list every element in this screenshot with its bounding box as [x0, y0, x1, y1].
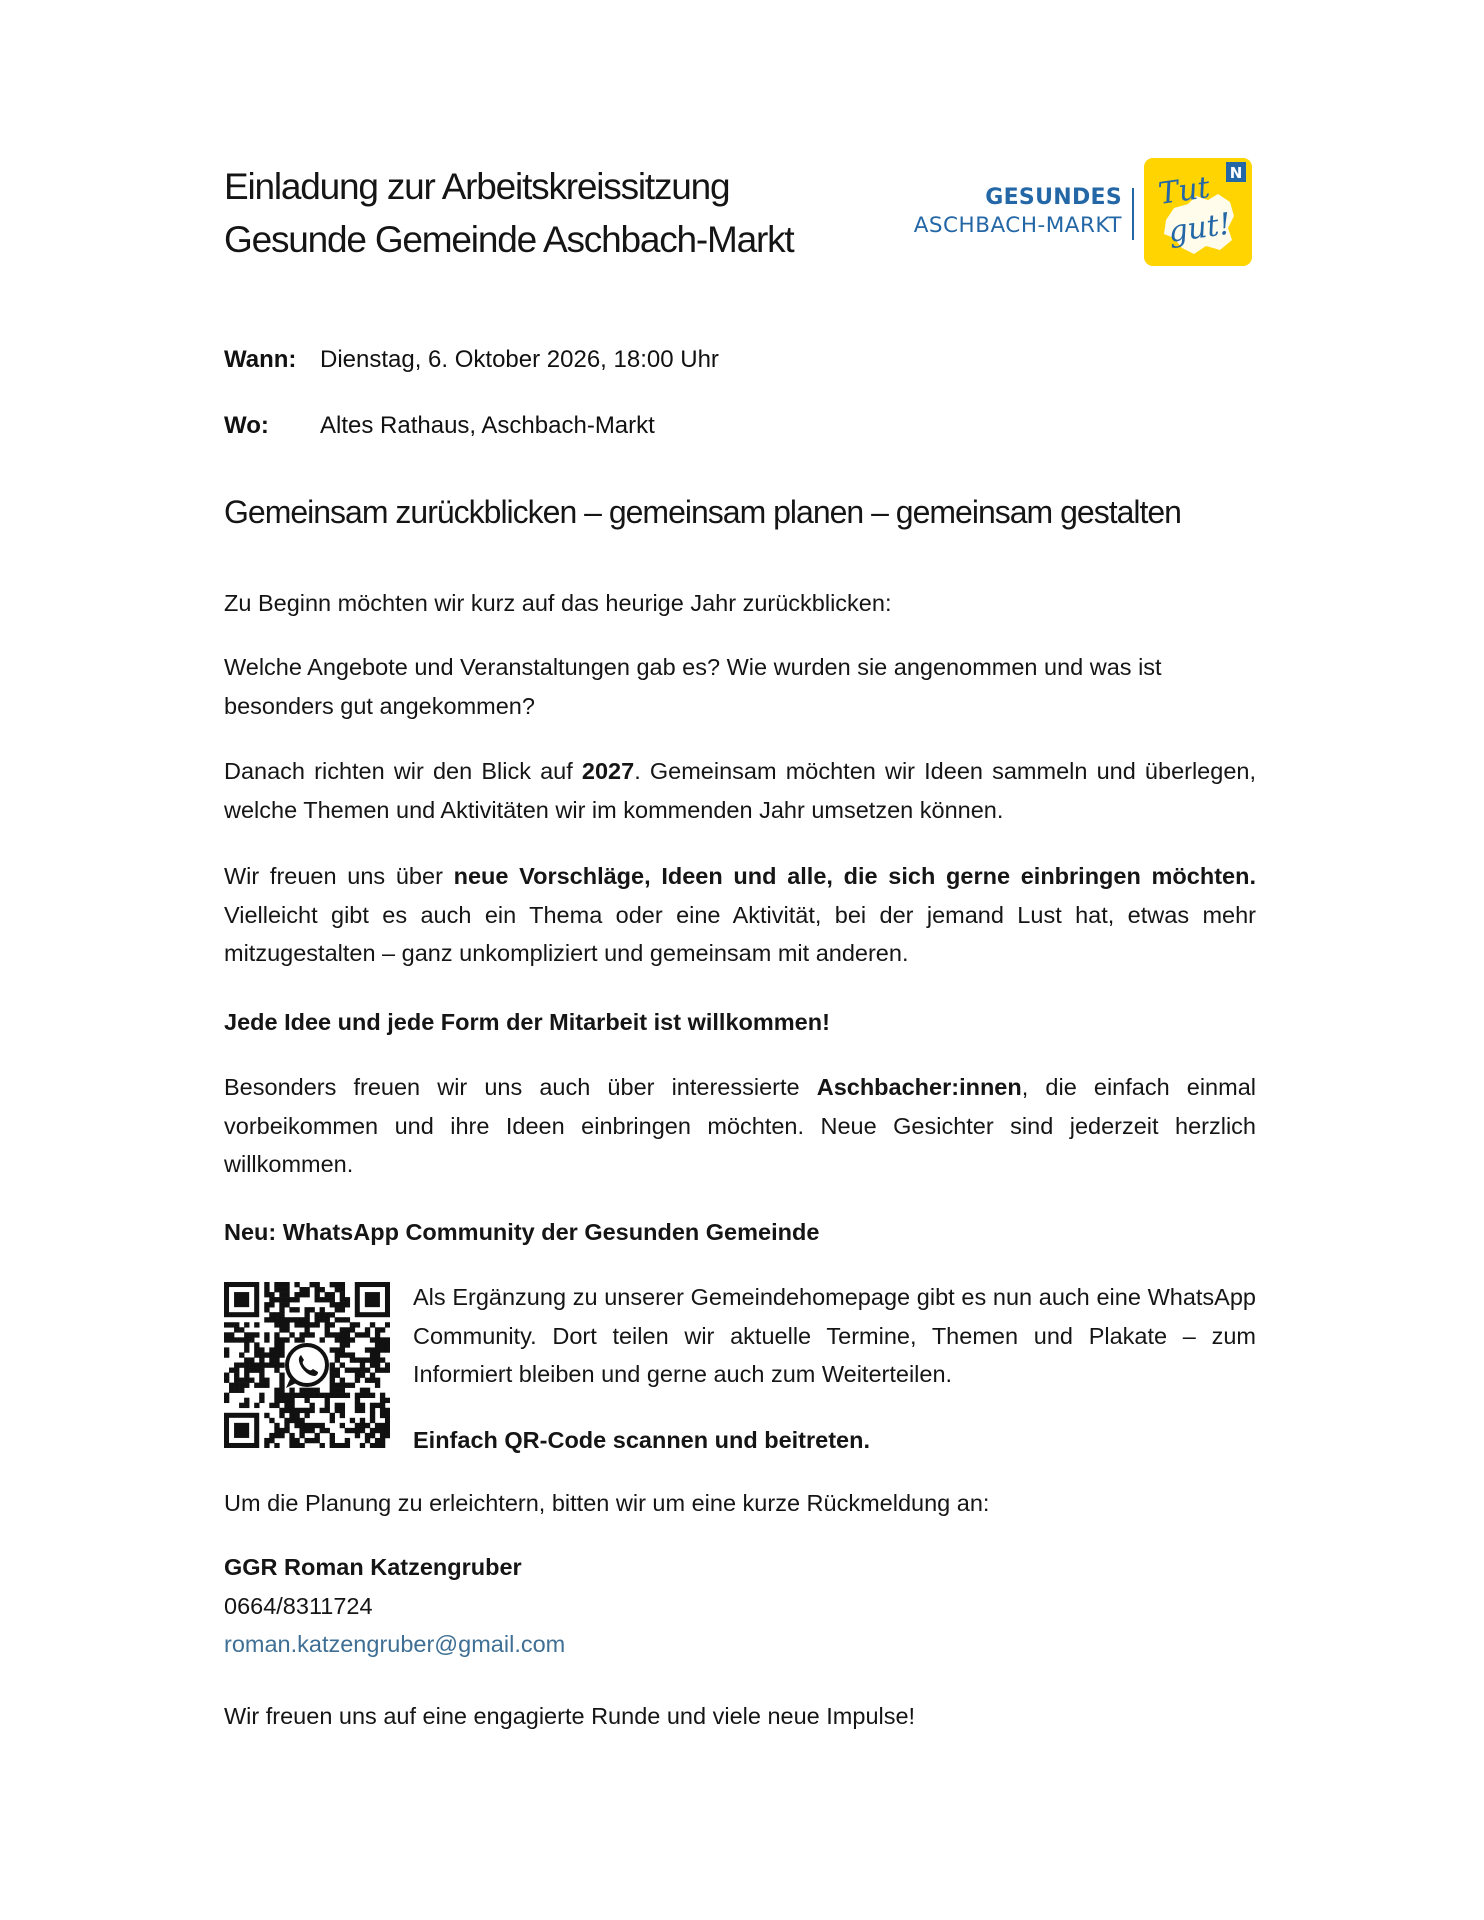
badge-letter: N [1229, 164, 1243, 182]
when-row [224, 344, 719, 376]
title-line-1: Einladung zur Arbeitskreissitzung [224, 166, 730, 207]
p6-pre: Besonders freuen wir uns auch über interessierte [224, 1074, 817, 1100]
p3-post: . Gemeinsam möchten wir Ideen sammeln und überlegen, welche Themen und Aktivitäten wir im kommenden Jahr umsetzen können. [224, 758, 1256, 823]
paragraph-residents [224, 1068, 1256, 1184]
where-row [224, 410, 655, 442]
badge-text-tut: Tut [1156, 170, 1213, 212]
qr-code-graphic [224, 1282, 390, 1448]
closing-sentence: Wir freuen uns auf eine engagierte Runde und viele neue Impulse! [224, 1703, 916, 1729]
whatsapp-icon [286, 1345, 327, 1388]
rsvp-intro: Um die Planung zu erleichtern, bitten wir um eine kurze Rückmeldung an: [224, 1490, 990, 1516]
logo-line-2: ASCHBACH-MARKT [913, 213, 1122, 238]
where-value: Altes Rathaus, Aschbach-Markt [320, 412, 655, 439]
paragraph-questions: Welche Angebote und Veranstaltungen gab es? Wie wurden sie angenommen und was ist besonders gut angekommen? [224, 654, 1162, 719]
contact-phone[interactable]: 0664/8311724 [224, 1592, 373, 1619]
paragraph-intro: Zu Beginn möchten wir kurz auf das heurige Jahr zurückblicken: [224, 590, 892, 616]
when-value: Dienstag, 6. Oktober 2026, 18:00 Uhr [320, 346, 719, 373]
p3-bold: 2027 [581, 758, 635, 784]
paragraph-2027 [224, 752, 1256, 829]
paragraph-suggestions [224, 857, 1256, 973]
section-subtitle: Gemeinsam zurückblicken – gemeinsam planen – gemeinsam gestalten [224, 494, 1181, 530]
tut-gut-badge-icon [1144, 158, 1252, 266]
p3-pre: Danach richten wir den Blick auf [224, 758, 582, 784]
contact-block [224, 1548, 1256, 1664]
p4-pre: Wir freuen uns über [224, 863, 454, 889]
when-label: Wann: [224, 346, 297, 373]
whatsapp-description-block [413, 1278, 1256, 1459]
p6-post: , die einfach einmal vorbeikommen und ihre Ideen einbringen möchten. Neue Gesichter sind jederzeit herzlich willkommen. [224, 1074, 1256, 1177]
whatsapp-heading: Neu: WhatsApp Community der Gesunden Gemeinde [224, 1219, 820, 1245]
paragraph-welcome-statement: Jede Idee und jede Form der Mitarbeit ist willkommen! [224, 1009, 830, 1035]
logo-divider [1132, 188, 1134, 240]
where-label: Wo: [224, 412, 269, 439]
gesunde-gemeinde-logo [882, 158, 1257, 268]
qr-finder-top-right [355, 1282, 390, 1317]
qr-finder-bottom-left [224, 1413, 259, 1448]
whatsapp-qr-code[interactable] [224, 1282, 390, 1448]
contact-email-link[interactable]: roman.katzengruber@gmail.com [224, 1631, 566, 1657]
badge-text-gut: gut! [1166, 206, 1234, 250]
p4-post: Vielleicht gibt es auch ein Thema oder eine Aktivität, bei der jemand Lust hat, etwas mehr mitzugestalten – ganz unkompliziert und gemeinsam mit anderen. [224, 901, 1256, 966]
p4-bold: neue Vorschläge, Ideen und alle, die sich gerne einbringen möchten. [453, 863, 1256, 889]
logo-wordmark [914, 184, 1122, 240]
logo-line-1: GESUNDES [985, 185, 1122, 210]
document-title [224, 160, 794, 266]
qr-finder-top-left [224, 1282, 259, 1317]
whatsapp-description: Als Ergänzung zu unserer Gemeindehomepage gibt es nun auch eine WhatsApp Community. Dort teilen wir aktuelle Termine, Themen und Plakate – zum Informiert bleiben und gerne auch zum Weiterteilen. [413, 1284, 1256, 1387]
contact-name: GGR Roman Katzengruber [224, 1554, 522, 1580]
title-line-2: Gesunde Gemeinde Aschbach-Markt [224, 219, 794, 260]
p6-bold: Aschbacher:innen [816, 1074, 1022, 1100]
whatsapp-call-to-action: Einfach QR-Code scannen und beitreten. [413, 1426, 870, 1453]
